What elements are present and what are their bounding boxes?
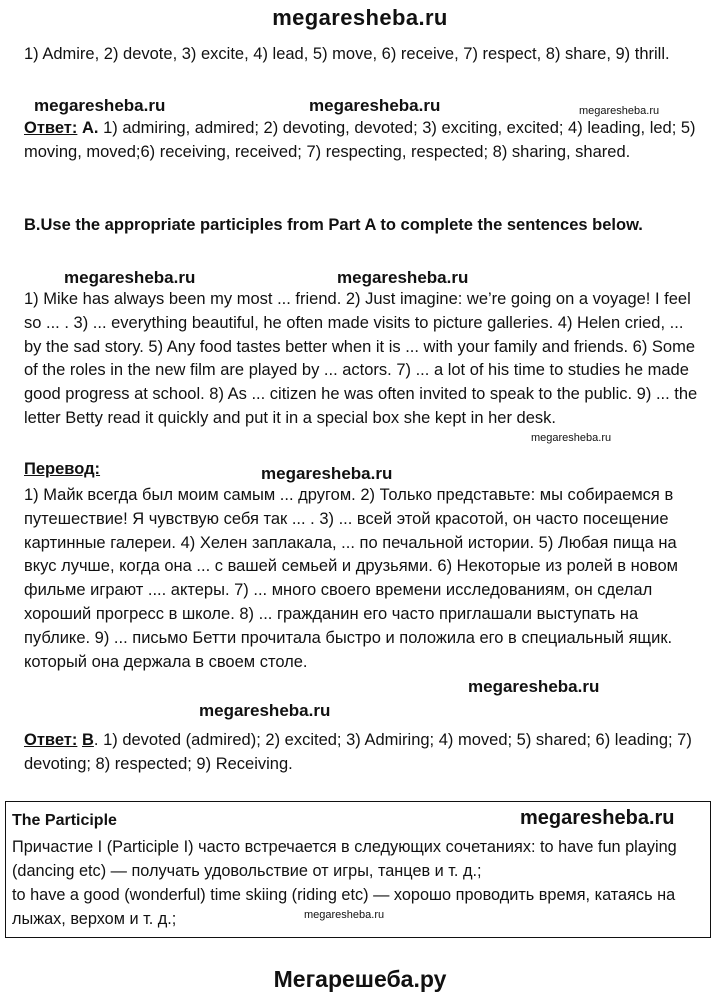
- watermark: megaresheba.ru: [309, 96, 441, 115]
- watermark: megaresheba.ru: [304, 909, 385, 921]
- answer-b: [24, 729, 700, 777]
- task-b-sentences: 1) Mike has always been my most ... friend. 2) Just imagine: we’re going on a voyage! I feel so ... . 3) ... everything beautiful, he often made visits to picture galleries. 4) Helen cried, ... by the sad story. 5) Any food tastes better when it is ... with your family and friends. 6) Some of the roles in the new film are played by ... actors. 7) ... a lot of his time to studies he made good progress at school. 8) As ... citizen he was often invited to speak to the public. 9) ... the letter Betty read it quickly and put it in a special box she kept in her desk.: [24, 290, 698, 427]
- translation-text: 1) Майк всегда был моим самым ... другом. 2) Только представьте: мы собираемся в путешествие! Я чувствую себя так ... . 3) ... всей этой красотой, он часто посещение картинные галереи. 4) Хелен заплакала, ... по печальной истории. 5) Любая пища на вкус лучше, когда она ... с вашей семьей и друзьями. 6) Некоторые из ролей в новом фильме играют .... актеры. 7) ... много своего времени исследованиям, он сделал хороший прогресс в школе. 8) ... гражданин его часто приглашали выступать на публике. 9) ... письмо Бетти прочитала быстро и положила его в специальный ящик. который она держала в своем столе.: [24, 486, 679, 671]
- task-b-heading: B.Use the appropriate participles from Part A to complete the sentences below.: [24, 216, 643, 234]
- watermark: megaresheba.ru: [64, 268, 196, 287]
- watermark: megaresheba.ru: [531, 432, 612, 444]
- watermark: megaresheba.ru: [337, 268, 469, 287]
- watermark: megaresheba.ru: [199, 701, 331, 720]
- site-title-header: megaresheba.ru: [272, 5, 448, 30]
- participle-box: [5, 801, 711, 938]
- watermark: megaresheba.ru: [520, 807, 675, 829]
- participle-box-line-2: to have a good (wonderful) time skiing (riding etc) — хорошо проводить время, катаясь на лыжах, верхом и т. д.;: [12, 886, 676, 928]
- participle-box-line-1: Причастие I (Participle I) часто встречается в следующих сочетаниях: to have fun playing (dancing etc) — получать удовольствие от игры, танцев и т. д.;: [12, 838, 677, 880]
- answer-b-label: Ответ:: [24, 731, 78, 749]
- answer-a-label: Ответ:: [24, 119, 78, 137]
- translation-label: Перевод:: [24, 460, 101, 478]
- answer-a: [24, 117, 700, 165]
- answer-b-text: . 1) devoted (admired); 2) excited; 3) Admiring; 4) moved; 5) shared; 6) leading; 7) devoting; 8) respected; 9) Receiving.: [24, 731, 692, 773]
- watermark: megaresheba.ru: [261, 464, 393, 483]
- answer-a-text: 1) admiring, admired; 2) devoting, devoted; 3) exciting, excited; 4) leading, led; 5) moving, moved;6) receiving, received; 7) respecting, respected; 8) sharing, shared.: [24, 119, 696, 161]
- answer-b-part: B: [81, 731, 94, 749]
- translation-label-row: [24, 460, 100, 479]
- site-title-footer: Мегарешеба.ру: [273, 966, 447, 992]
- answer-a-part: A.: [81, 119, 99, 137]
- watermark: megaresheba.ru: [468, 677, 600, 696]
- watermark: megaresheba.ru: [579, 105, 660, 117]
- word-list: 1) Admire, 2) devote, 3) excite, 4) lead, 5) move, 6) receive, 7) respect, 8) share, 9) thrill.: [24, 45, 670, 63]
- watermark: megaresheba.ru: [34, 96, 166, 115]
- participle-box-title: The Participle: [12, 812, 117, 829]
